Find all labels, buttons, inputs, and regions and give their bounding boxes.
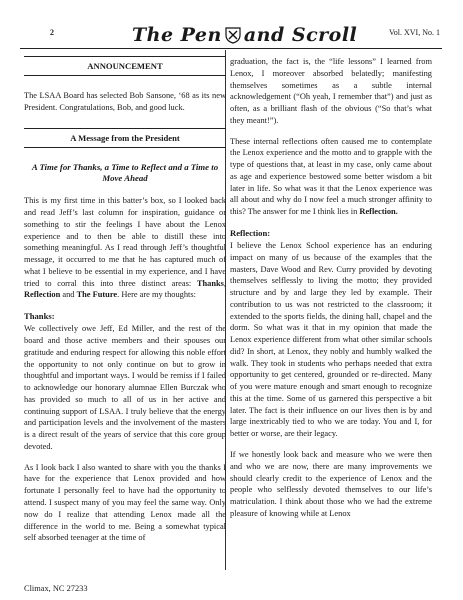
reflection-paragraph: I believe the Lenox School experience has an enduring impact on many of us because of the examples that the masters, Dave Wood and Rev. Curry provided by devoting themselves selflessly to living the motto; they provided structure and by and large they led by example. Their contribution to us was not restricted to the classroom; it extended to the sports fields, the dining hall, chapel and the dorm. So what was it that in my opinion that made the Lenox experience different from what other similar schools did? In short, at Lenox, they nobly and humbly walked the walk. They took in students who perhaps needed that extra opportunity to get centered, grounded or re-directed. Many of you were mature enough and smart enough to recognize this at the time. Some of us garnered this perspective a bit later. The fact is their influence on our lives then is by and large inextricably tied to who we are today. You and I, for better or worse, are their legacy. [230,240,432,439]
graduation-paragraph: graduation, the fact is, the “life lessons” I learned from Lenox, I moreover absorbed belatedly; manifesting themselves sometimes as a subtle internal acknowledgement (“Oh yeah, I remember that”) and just as often, as a brilliant flash of the obvious (“So that’s what they meant!”). [230,57,432,125]
masthead [22,24,442,50]
title-right: and Scroll [243,24,358,46]
reflection-heading: Reflection: [230,227,271,238]
masthead-rule [20,48,442,49]
issue-label: Vol. XVI, No. 1 [389,28,440,37]
right-column [230,56,432,529]
look-back-paragraph: As I look back I also wanted to share with you the thanks I have for the experience that Lenox provided and how fortunate I personally feel to have had the opportunity to attend. I suspect many of you may feel the same way. Only now do I realize that attending Lenox made all the difference in the world to me. Being a somewhat typical self absorbed teenager at the time of [24,462,226,543]
footer-address: Climax, NC 27233 [24,584,88,593]
president-heading: A Message from the President [24,128,226,148]
newsletter-title [132,24,358,48]
internal-reflections-paragraph: These internal reflections often caused me to contemplate the Lenox experience and the motto and to grapple with the type of questions that, at least in my case, only came about as age and experience bestowed some better wisdom a bit later in life. So what was it that the Lenox experience was all about and why do I now feel a much stronger affinity to this? The answer for me I think lies in Reflection. [230,136,432,217]
crest-icon [224,26,242,44]
announcement-heading: ANNOUNCEMENT [24,56,226,76]
thanks-paragraph: We collectively owe Jeff, Ed Miller, and the rest of the board and those active members and their spouses our gratitude and enduring respect for allowing this noble effort the opportunity to not only continue on but to grow in thoughtful and important ways. I would be remiss if I failed to acknowledge our honorary alumnae Ellen Burczak who has provided so much to all of us in her active and continuing support of LSAA. I truly believe that the energy and participation levels and the involvement of the masters is a direct result of the years of service that this core group devoted. [24,324,226,451]
page-number: 2 [50,28,54,37]
title-left: The Pen [132,24,222,46]
announcement-text: The LSAA Board has selected Bob Sansone, ‘68 as its new President. Congratulations, Bob, and good luck. [24,91,226,112]
article-subtitle: A Time for Thanks, a Time to Reflect and a Time to Move Ahead [31,161,219,184]
left-column [24,56,226,553]
honest-paragraph: If we honestly look back and measure who we were then and who we are now, there are many improvements we should clearly credit to the experience of Lenox and the people who selflessly devoted themselves to our life’s matriculation. I think about those who we had the extreme pleasure of knowing while at Lenox [230,450,432,518]
thanks-heading: Thanks: [24,311,55,322]
intro-paragraph: This is my first time in this batter’s box, so I looked back and read Jeff’s last column for inspiration, guidance or something to stir the feelings I have about the Lenox experience and to then be able to distill these into something meaningful. As I read through Jeff’s thoughtful message, it occurred to me that he has captured much of what I believe to be essential in my experience, and I have tried to corral this into three distinct areas: Thanks, Reflection and The Future. Here are my thoughts: [24,196,226,300]
